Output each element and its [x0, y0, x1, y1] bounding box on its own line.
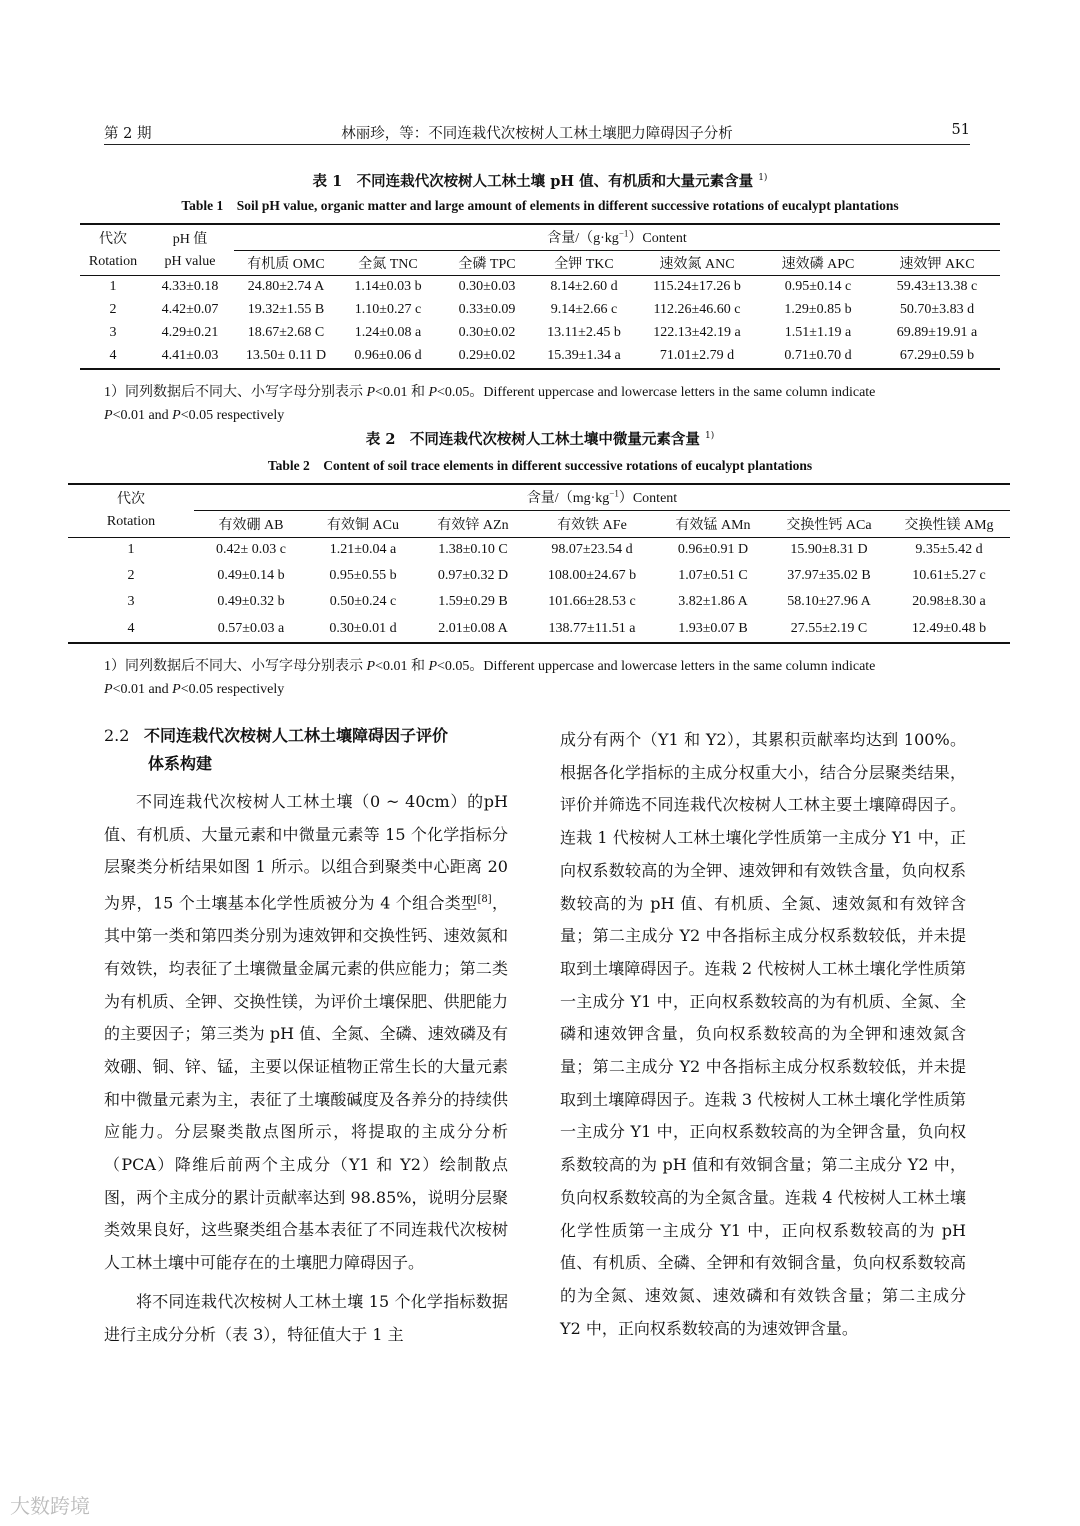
section-number: 2.2 [104, 726, 130, 745]
table1-cell: 8.14±2.60 d [550, 278, 618, 294]
table2-col-header: 交换性镁 AMg [888, 510, 1010, 537]
table2-cell: 108.00±24.67 b [547, 568, 637, 583]
table2-cell: 138.77±11.51 a [528, 615, 656, 643]
table1-cell: 13.50± 0.11 D [234, 344, 338, 369]
table2-cell: 0.30±0.01 d [308, 615, 418, 643]
table2-cell: 0.49±0.32 b [217, 594, 285, 609]
citation: [8] [477, 894, 492, 906]
table2-cell: 20.98±8.30 a [912, 594, 986, 609]
table1-cell: 71.01±2.79 d [632, 344, 762, 369]
table1-cell: 50.70±3.83 d [899, 301, 975, 317]
table1-cell: 0.29±0.02 [438, 344, 536, 369]
table1-cell: 0.33±0.09 [458, 301, 516, 317]
table1-cell: 0.71±0.70 d [762, 344, 874, 369]
table1-cell: 1.14±0.03 b [354, 278, 422, 294]
table2-cell: 58.10±27.96 A [787, 594, 871, 609]
table2-rotation-header: 代次 Rotation [68, 484, 194, 537]
table2-col-header: 交换性钙 ACa [770, 510, 888, 537]
left-column [104, 786, 508, 1351]
table1-col-header: 全氮 TNC [338, 250, 438, 275]
table2-cell: 27.55±2.19 C [770, 615, 888, 643]
table1-cell: 13.11±2.45 b [547, 324, 621, 340]
table2-caption-en: Table 2 Content of soil trace elements in different successive rotations of eucalypt plantations [267, 458, 813, 473]
table1-cell: 2 [109, 301, 117, 317]
table1-cell: 24.80±2.74 A [247, 278, 325, 294]
table1-footnote: 1）同列数据后不同大、小写字母分别表示 P<0.01 和 P<0.05。Different uppercase and lowercase letters in the same column indicate P<0.01 and P<0.05 respectively [104, 385, 876, 423]
table-row [68, 589, 1010, 615]
table1 [80, 223, 1000, 370]
table2-cell: 1.21±0.04 a [329, 542, 397, 558]
table1-cell: 15.39±1.34 a [536, 344, 632, 369]
running-header [104, 118, 970, 145]
table2-cell: 98.07±23.54 d [551, 542, 633, 558]
table1-cell: 122.13±42.19 a [653, 324, 741, 340]
table-row [68, 615, 1010, 643]
table1-cell: 1.51±1.19 a [784, 324, 852, 340]
table2-cell: 1.07±0.51 C [678, 568, 748, 583]
table2-cell: 3.82±1.86 A [678, 594, 748, 609]
issue-label: 第 2 期 [104, 126, 152, 142]
table1-cell: 4.33±0.18 [161, 278, 219, 294]
table-row [80, 275, 1000, 298]
table1-cell: 18.67±2.68 C [247, 324, 325, 340]
table1-cell: 67.29±0.59 b [874, 344, 1000, 369]
table1-rotation-cn: 代次 [80, 224, 146, 250]
running-title: 林丽珍，等：不同连栽代次桉树人工林土壤肥力障碍因子分析 [341, 126, 733, 142]
section-title-line1: 不同连栽代次桉树人工林土壤障碍因子评价 [144, 726, 449, 745]
table1-ph-en: pH value [146, 250, 234, 275]
table2-cell: 12.49±0.48 b [888, 615, 1010, 643]
table1-cell: 0.96±0.06 d [338, 344, 438, 369]
table2-cell: 101.66±28.53 c [548, 594, 636, 609]
table2-cell: 2.01±0.08 A [418, 615, 528, 643]
table1-cell: 4.41±0.03 [146, 344, 234, 369]
right-column [560, 724, 966, 1345]
table-row [68, 537, 1010, 563]
table2-cell: 0.57±0.03 a [194, 615, 308, 643]
table-row [80, 344, 1000, 369]
paragraph: 将不同连栽代次桉树人工林土壤 15 个化学指标数据进行主成分分析（表 3），特征值大于 1 主 [104, 1291, 508, 1344]
table1-col-header: 全钾 TKC [536, 250, 632, 275]
table1-cell: 59.43±13.38 c [896, 278, 978, 294]
table1-cell: 4.42±0.07 [161, 301, 219, 317]
table2-cell: 1.38±0.10 C [438, 542, 508, 558]
table2-cell: 1.59±0.29 B [438, 594, 508, 609]
table1-col-header: 有机质 OMC [234, 250, 338, 275]
table2-footnote: 1）同列数据后不同大、小写字母分别表示 P<0.01 和 P<0.05。Different uppercase and lowercase letters in the same column indicate P<0.01 and P<0.05 respectively [104, 659, 876, 697]
table1-cell: 0.30±0.03 [458, 278, 516, 294]
table2-cell: 9.35±5.42 d [915, 542, 983, 558]
table1-cell: 4.29±0.21 [161, 324, 219, 340]
table2-col-header: 有效锰 AMn [656, 510, 770, 537]
table1-cell: 1.29±0.85 b [784, 301, 852, 317]
table1-col-header: 速效磷 APC [762, 250, 874, 275]
table2-col-header: 有效铜 ACu [308, 510, 418, 537]
table2-content-header: 含量$/(mg\cdot kg^{-1})Content$ [194, 484, 1010, 510]
table2-cell: 0.96±0.91 D [677, 542, 749, 558]
table1-cell: 112.26±46.60 c [653, 301, 741, 317]
table1-cell: 69.89±19.91 a [896, 324, 978, 340]
table2-cell: 0.42± 0.03 c [216, 542, 286, 558]
table2-cell: 4 [68, 615, 194, 643]
table2-cell: 10.61±5.27 c [912, 568, 986, 583]
page-number: 51 [951, 122, 970, 138]
table2-col-header: 有效铁 AFe [528, 510, 656, 537]
table1-cell: 0.95±0.14 c [784, 278, 852, 294]
table2-col-header: 有效锌 AZn [418, 510, 528, 537]
table2-cell: 0.97±0.32 D [437, 568, 509, 583]
table1-cell: 9.14±2.66 c [550, 301, 618, 317]
table1-col-header: 速效氮 ANC [632, 250, 762, 275]
table1-cell: 4 [80, 344, 146, 369]
table1-cell: 1.24±0.08 a [354, 324, 422, 340]
table1-cell: 1 [109, 278, 117, 294]
section-heading [104, 722, 514, 778]
table2-cell: 3 [127, 594, 135, 609]
table2-col-header: 有效硼 AB [194, 510, 308, 537]
table2-caption-cn: 表 2 不同连栽代次桉树人工林土壤中微量元素含量 $^{1)}$ [365, 431, 715, 448]
table2-cell: 2 [127, 568, 135, 583]
table1-caption-cn: 表 1 不同连栽代次桉树人工林土壤 pH 值、有机质和大量元素含量 $^{1)}$ [312, 173, 768, 190]
section-title-line2: 体系构建 [148, 754, 213, 773]
table1-cell: 3 [109, 324, 117, 340]
table2-cell: 1.93±0.07 B [656, 615, 770, 643]
table1-ph-cn: pH 值 [146, 224, 234, 250]
table-row [80, 321, 1000, 344]
table1-cell: 1.10±0.27 c [354, 301, 422, 317]
watermark: 大数跨境 [10, 1494, 90, 1518]
table1-col-header: 速效钾 AKC [874, 250, 1000, 275]
table2-cell: 1 [127, 542, 135, 558]
paragraph: 不同连栽代次桉树人工林土壤（0 ~ 40cm）的pH 值、有机质、大量元素和中微量元素等 15 个化学指标分层聚类分析结果如图 1 所示。以组合到聚类中心距离 20 为界，15 个土壤基本化学性质被分为 4 个组合类型[8]，其中第一类和第四类分别为速效钾和交换性钙、速效氮和有效铁，均表征了土壤微量金属元素的供应能力；第二类为有机质、全钾、交换性镁，为评价土壤保肥、供肥能力的主要因子；第三类为 pH 值、全氮、全磷、速效磷及有效硼、铜、锌、锰，主要以保证植物正常生长的大量元素和中微量元素为主，表征了土壤酸碱度及各养分的持续供应能力。分层聚类散点图所示，将提取的主成分分析（PCA）降维后前两个主成分（Y1 和 Y2）绘制散点图，两个主成分的累计贡献率达到 98.85%，说明分层聚类效果良好，这些聚类组合基本表征了不同连栽代次桉树人工林土壤中可能存在的土壤肥力障碍因子。 [104, 792, 508, 1273]
table2-cell: 0.49±0.14 b [217, 568, 285, 583]
table2-cell: 37.97±35.02 B [787, 568, 871, 583]
table2-cell: 0.50±0.24 c [329, 594, 397, 609]
table1-cell: 19.32±1.55 B [247, 301, 325, 317]
table2 [68, 483, 1010, 644]
paragraph: 成分有两个（Y1 和 Y2），其累积贡献率均达到 100%。根据各化学指标的主成分权重大小，结合分层聚类结果，评价并筛选不同连栽代次桉树人工林主要土壤障碍因子。连栽 1 代桉树人工林土壤化学性质第一主成分 Y1 中，正向权系数较高的为全钾、速效钾和有效铁含量，负向权系数较高的为 pH 值、有机质、全氮、速效氮和有效锌含量；第二主成分 Y2 中各指标主成分权系数较低，并未提取到土壤障碍因子。连栽 2 代桉树人工林土壤化学性质第一主成分 Y1 中，正向权系数较高的为有机质、全氮、全磷和速效钾含量，负向权系数较高的为全钾和速效氮含量；第二主成分 Y2 中各指标主成分权系数较低，并未提取到土壤障碍因子。连栽 3 代桉树人工林土壤化学性质第一主成分 Y1 中，正向权系数较高的为全钾含量，负向权系数较高的为 pH 值和有效铜含量；第二主成分 Y2 中，负向权系数较高的为全氮含量。连栽 4 代桉树人工林土壤化学性质第一主成分 Y1 中，正向权系数较高的为 pH 值、有机质、全磷、全钾和有效铜含量，负向权系数较高的为全氮、速效氮、速效磷和有效铁含量；第二主成分 Y2 中，正向权系数较高的为速效钾含量。 [560, 730, 966, 1338]
table-row [80, 298, 1000, 321]
table-row [68, 563, 1010, 589]
table1-cell: 0.30±0.02 [458, 324, 516, 340]
table1-col-header: 全磷 TPC [438, 250, 536, 275]
table1-content-header: 含量$/(g\cdot kg^{-1})Content$ [234, 224, 1000, 250]
table1-caption-en: Table 1 Soil pH value, organic matter and large amount of elements in different successive rotations of eucalypt plantations [181, 198, 899, 213]
table2-cell: 0.95±0.55 b [329, 568, 397, 583]
table1-cell: 115.24±17.26 b [653, 278, 741, 294]
table1-rotation-en: Rotation [80, 250, 146, 275]
table2-cell: 15.90±8.31 D [790, 542, 868, 558]
